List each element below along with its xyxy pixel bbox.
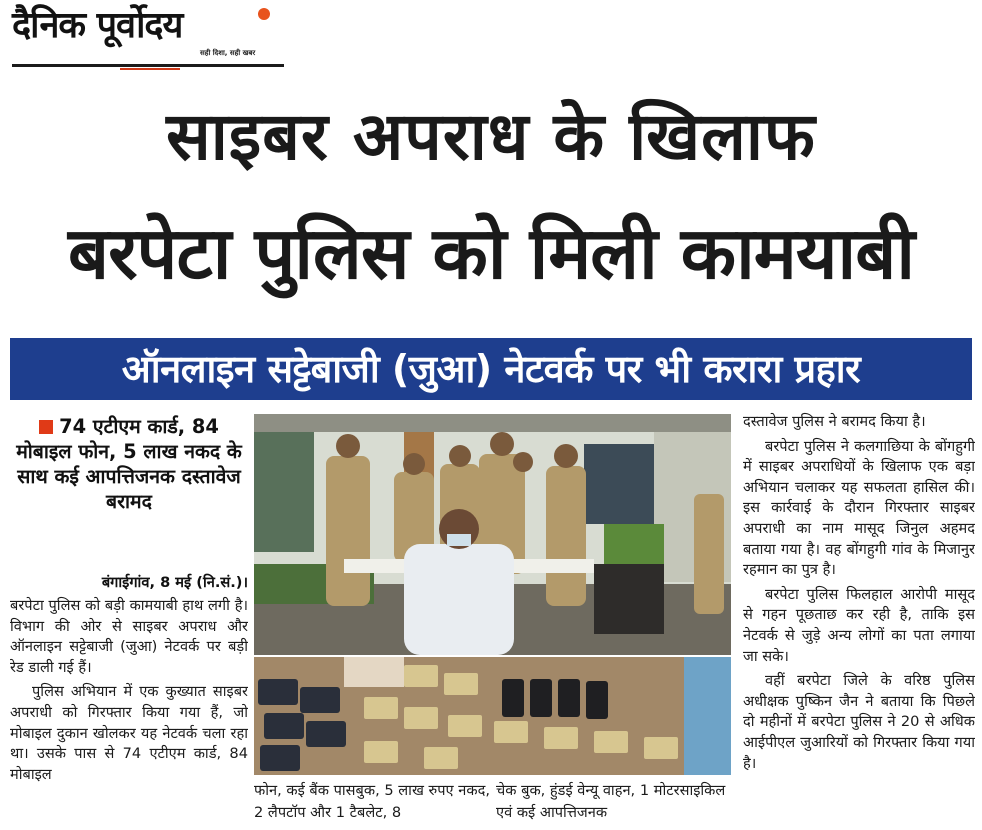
headline-line-2: बरपेटा पुलिस को मिली कामयाबी [68, 211, 914, 295]
newspaper-logo: दैनिक पूर्वोदय [12, 5, 183, 46]
middle-column-1-text: फोन, कई बैंक पासबुक, 5 लाख रुपए नकद, 2 लैपटॉप और 1 टैबलेट, 8 [254, 782, 490, 821]
newspaper-tagline: सही दिशा, सही खबर [200, 49, 256, 57]
right-column-body [743, 412, 975, 830]
left-column-body [10, 596, 248, 829]
seized-items-photo [254, 657, 731, 775]
left-paragraph-2: पुलिस अभियान में एक कुख्यात साइबर अपराधी को गिरफ्तार किया गया हैं, जो मोबाइल दुकान खोलकर यह नेटवर्क चला रहा था। उसके पास से 74 एटीएम कार्ड, 84 मोबाइल [10, 683, 248, 783]
dateline: बंगाईगांव, 8 मई (नि.सं.)। [101, 574, 248, 591]
right-paragraph-3: बरपेटा पुलिस फिलहाल आरोपी मासूद से गहन पूछताछ कर रही है, ताकि इस नेटवर्क से जुड़े अन्य लोगों का पता लगाया जा सके। [743, 585, 975, 665]
right-paragraph-2: बरपेटा पुलिस ने कलगाछिया के बोंगहुगी में साइबर अपराधियों के खिलाफ एक बड़ा अभियान चलाकर यह सफलता हासिल की। इस कार्रवाई के दौरान गिरफ्तार साइबर अपराधी का नाम मासूद जिनुल अहमद बताया गया है। वह बोंगहुगी गांव के मिजानुर रहमान का पुत्र है। [743, 437, 975, 579]
right-paragraph-1: दस्तावेज पुलिस ने बरामद किया है। [743, 413, 926, 430]
police-team-photo-art [254, 414, 731, 655]
subheadline: ऑनलाइन सट्टेबाजी (जुआ) नेटवर्क पर भी करारा प्रहार [121, 347, 861, 391]
logo-dot-icon [258, 8, 270, 20]
bullet-square-icon [39, 420, 53, 434]
highlight-text: 74 एटीएम कार्ड, 84 मोबाइल फोन, 5 लाख नकद के साथ कई आपत्तिजनक दस्तावेज बरामद [16, 415, 242, 513]
police-team-photo [254, 414, 731, 655]
masthead-rule [12, 64, 284, 67]
left-paragraph-1: बरपेटा पुलिस को बड़ी कामयाबी हाथ लगी है। विभाग की ओर से साइबर अपराध और ऑनलाइन सट्टेबाजी (जुआ) नेटवर्क पर बड़ी रेड डाली गई हैं। [10, 597, 248, 676]
right-paragraph-4: वहीं बरपेटा जिले के वरिष्ठ पुलिस अधीक्षक पुष्किन जैन ने बताया कि पिछले दो महीनों में बरपेटा पुलिस ने 20 से अधिक आईपीएल जुआरियों को गिरफ्तार किया गया है। [743, 672, 975, 772]
highlight-box [10, 414, 248, 514]
headline-line-1: साइबर अपराध के खिलाफ [166, 98, 816, 175]
middle-column-2-text: चेक बुक, हुंडई वेन्यू वाहन, 1 मोटरसाइकिल एवं कई आपत्तिजनक [496, 782, 726, 821]
seized-items-photo-art [254, 657, 731, 775]
masthead-accent-rule [120, 68, 180, 70]
